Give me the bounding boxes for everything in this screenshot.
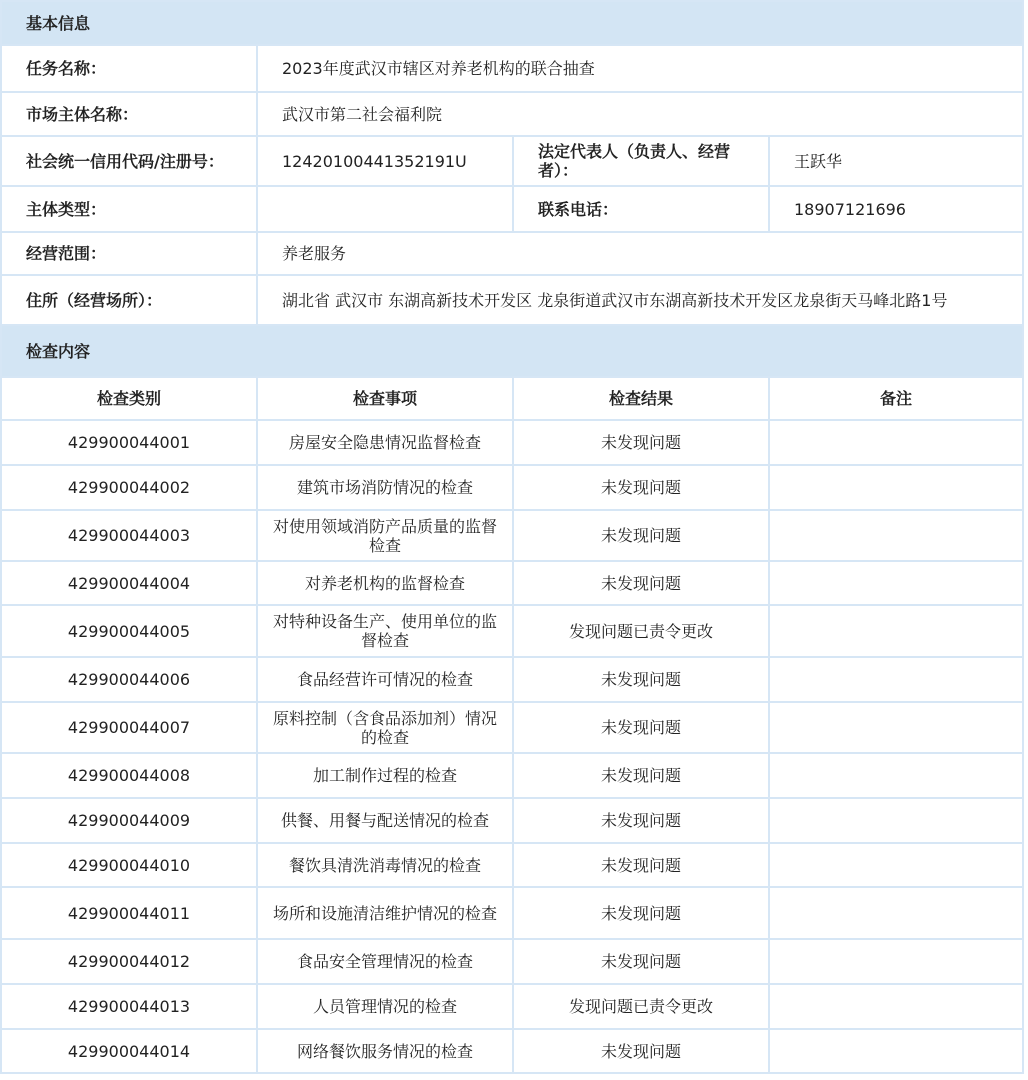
inspection-note: [769, 753, 1023, 798]
table-row: [1, 657, 1023, 702]
row-address: [1, 275, 1023, 325]
address-label: 住所（经营场所）：: [1, 275, 257, 325]
table-row: [1, 1029, 1023, 1073]
business-scope-label: 经营范围：: [1, 232, 257, 275]
phone-label: 联系电话：: [513, 186, 769, 232]
inspection-result: 未发现问题: [513, 420, 769, 465]
inspection-note: [769, 798, 1023, 843]
entity-name-value: 武汉市第二社会福利院: [257, 92, 1023, 136]
inspection-result: 未发现问题: [513, 939, 769, 984]
inspection-result: 发现问题已责令更改: [513, 984, 769, 1029]
inspection-code: 429900044003: [1, 510, 257, 561]
table-row: [1, 465, 1023, 510]
inspection-item: 对使用领域消防产品质量的监督检查: [257, 510, 513, 561]
inspection-result: 未发现问题: [513, 465, 769, 510]
inspection-item: 建筑市场消防情况的检查: [257, 465, 513, 510]
inspection-note: [769, 561, 1023, 605]
entity-type-value: [257, 186, 513, 232]
row-entity-type: [1, 186, 1023, 232]
inspection-note: [769, 887, 1023, 939]
column-header-category: 检查类别: [1, 377, 257, 420]
column-header-item: 检查事项: [257, 377, 513, 420]
inspection-item: 食品经营许可情况的检查: [257, 657, 513, 702]
address-value: 湖北省 武汉市 东湖高新技术开发区 龙泉街道武汉市东湖高新技术开发区龙泉街天马峰北路1号: [257, 275, 1023, 325]
inspection-item: 加工制作过程的检查: [257, 753, 513, 798]
inspection-item: 人员管理情况的检查: [257, 984, 513, 1029]
inspection-note: [769, 1029, 1023, 1073]
inspection-note: [769, 702, 1023, 753]
inspection-code: 429900044012: [1, 939, 257, 984]
table-row: [1, 420, 1023, 465]
inspection-result: 未发现问题: [513, 657, 769, 702]
inspection-result: 未发现问题: [513, 843, 769, 887]
inspection-rows: [1, 420, 1023, 1073]
inspection-item: 场所和设施清洁维护情况的检查: [257, 887, 513, 939]
table-row: [1, 843, 1023, 887]
inspection-item: 供餐、用餐与配送情况的检查: [257, 798, 513, 843]
inspection-result: 未发现问题: [513, 702, 769, 753]
table-row: [1, 561, 1023, 605]
table-row: [1, 887, 1023, 939]
row-business-scope: [1, 232, 1023, 275]
inspection-item: 对养老机构的监督检查: [257, 561, 513, 605]
inspection-code: 429900044004: [1, 561, 257, 605]
inspection-code: 429900044006: [1, 657, 257, 702]
table-row: [1, 798, 1023, 843]
table-row: [1, 939, 1023, 984]
inspection-item: 原料控制（含食品添加剂）情况的检查: [257, 702, 513, 753]
inspection-note: [769, 510, 1023, 561]
inspection-item: 网络餐饮服务情况的检查: [257, 1029, 513, 1073]
row-task-name: [1, 45, 1023, 92]
table-row: [1, 984, 1023, 1029]
credit-code-label: 社会统一信用代码/注册号：: [1, 136, 257, 186]
row-credit-code: [1, 136, 1023, 186]
inspection-note: [769, 657, 1023, 702]
table-row: [1, 702, 1023, 753]
inspection-code: 429900044014: [1, 1029, 257, 1073]
inspection-code: 429900044013: [1, 984, 257, 1029]
inspection-column-headers: [1, 377, 1023, 420]
inspection-code: 429900044007: [1, 702, 257, 753]
section-title-basic-info: 基本信息: [1, 1, 1023, 45]
inspection-header: [1, 325, 1023, 377]
basic-info-header: [1, 1, 1023, 45]
inspection-result: 未发现问题: [513, 1029, 769, 1073]
inspection-result: 未发现问题: [513, 510, 769, 561]
inspection-note: [769, 605, 1023, 657]
inspection-item: 房屋安全隐患情况监督检查: [257, 420, 513, 465]
inspection-note: [769, 843, 1023, 887]
table-row: [1, 510, 1023, 561]
inspection-result: 未发现问题: [513, 887, 769, 939]
legal-rep-label: 法定代表人（负责人、经营者）：: [513, 136, 769, 186]
business-scope-value: 养老服务: [257, 232, 1023, 275]
inspection-code: 429900044008: [1, 753, 257, 798]
inspection-note: [769, 984, 1023, 1029]
inspection-note: [769, 465, 1023, 510]
inspection-code: 429900044011: [1, 887, 257, 939]
task-name-label: 任务名称：: [1, 45, 257, 92]
inspection-result: 发现问题已责令更改: [513, 605, 769, 657]
inspection-code: 429900044002: [1, 465, 257, 510]
column-header-result: 检查结果: [513, 377, 769, 420]
inspection-note: [769, 420, 1023, 465]
legal-rep-value: 王跃华: [769, 136, 1023, 186]
inspection-result: 未发现问题: [513, 753, 769, 798]
inspection-result: 未发现问题: [513, 798, 769, 843]
inspection-item: 对特种设备生产、使用单位的监督检查: [257, 605, 513, 657]
inspection-note: [769, 939, 1023, 984]
entity-name-label: 市场主体名称：: [1, 92, 257, 136]
row-entity-name: [1, 92, 1023, 136]
section-title-inspection: 检查内容: [1, 325, 1023, 377]
credit-code-value: 12420100441352191U: [257, 136, 513, 186]
inspection-item: 食品安全管理情况的检查: [257, 939, 513, 984]
table-row: [1, 605, 1023, 657]
column-header-note: 备注: [769, 377, 1023, 420]
inspection-item: 餐饮具清洗消毒情况的检查: [257, 843, 513, 887]
table-row: [1, 753, 1023, 798]
task-name-value: 2023年度武汉市辖区对养老机构的联合抽查: [257, 45, 1023, 92]
phone-value: 18907121696: [769, 186, 1023, 232]
inspection-code: 429900044005: [1, 605, 257, 657]
inspection-code: 429900044010: [1, 843, 257, 887]
entity-type-label: 主体类型：: [1, 186, 257, 232]
inspection-code: 429900044009: [1, 798, 257, 843]
inspection-result: 未发现问题: [513, 561, 769, 605]
inspection-code: 429900044001: [1, 420, 257, 465]
